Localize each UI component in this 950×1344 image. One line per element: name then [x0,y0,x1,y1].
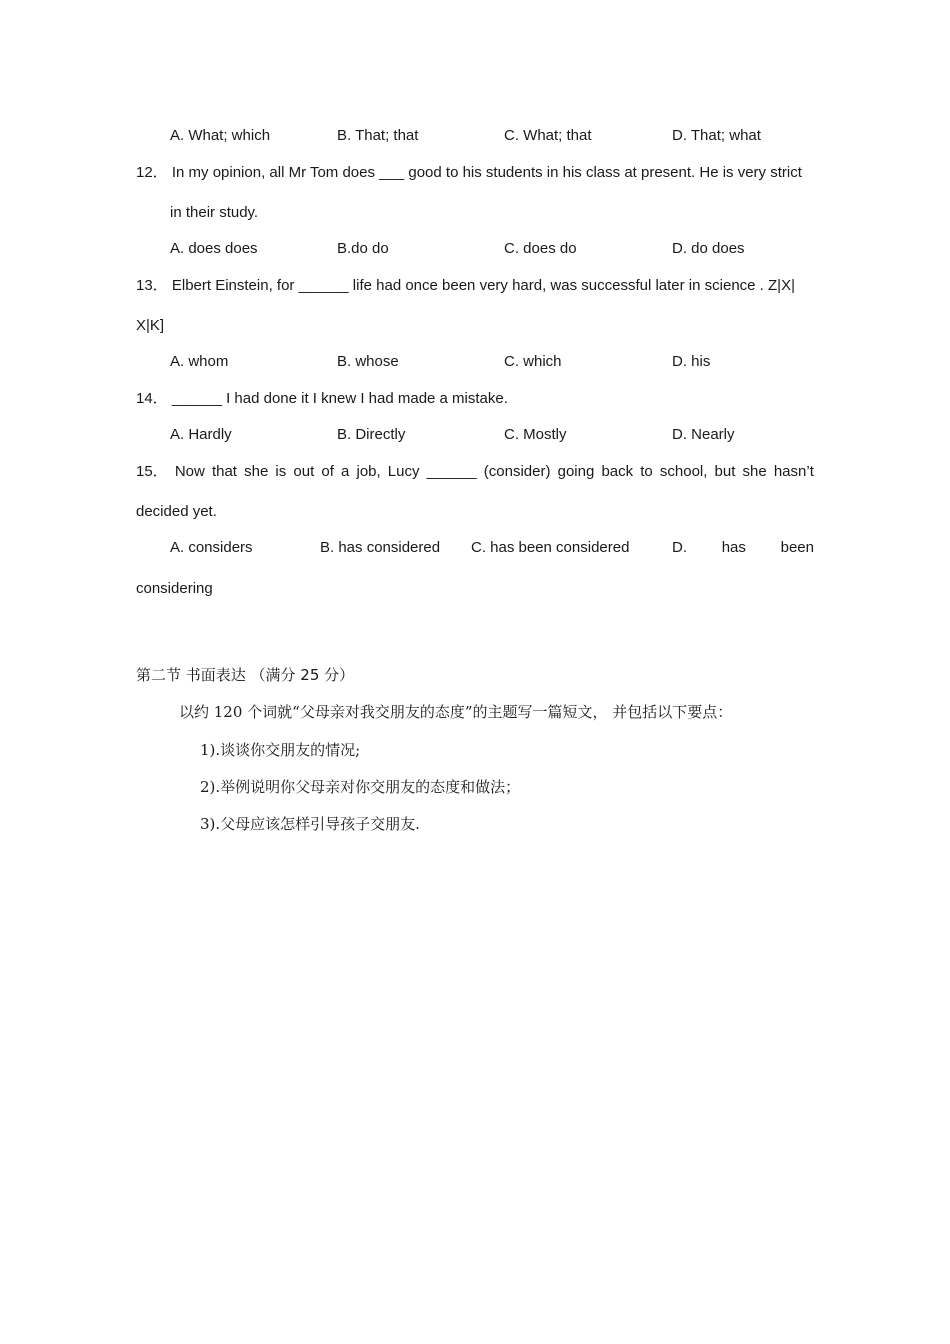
q15-word: ______ [426,463,477,480]
q11-option-c: C. What; that [504,127,592,144]
writing-point-1: 1).谈谈你交朋友的情况; [200,741,361,759]
q15-option-a: A. considers [170,539,253,556]
q12-stem-line2: in their study. [170,204,259,221]
q15-option-d-word: D. [672,539,687,556]
q14-option-c: C. Mostly [504,426,567,443]
q14-option-b: B. Directly [337,426,406,443]
q11-option-d: D. That; what [672,127,761,144]
q15-word: Lucy [387,463,420,480]
q12-option-d: D. do does [672,240,745,257]
q15-word: a [341,463,350,480]
q15-word: going [557,463,595,480]
writing-point-3: 3).父母应该怎样引导孩子交朋友. [200,815,420,833]
q15-option-d [672,538,814,558]
q15-word: to [640,463,653,480]
q14-stem: 14． ______ I had done it I knew I had made a mistake. [136,390,508,407]
q15-stem-line2: decided yet. [136,503,217,520]
q15-word: Now [174,463,205,480]
q15-word: that [211,463,237,480]
q13-option-b: B. whose [337,353,399,370]
q15-option-d-word: has [721,539,746,556]
q15-word: out [293,463,315,480]
q13-stem-line2: X|K] [136,317,165,334]
q12-option-c: C. does do [504,240,577,257]
q13-option-d: D. his [672,353,711,370]
q15-word: (consider) [483,463,551,480]
q15-word: but [714,463,736,480]
q15-word: of [321,463,334,480]
q15-option-c: C. has been considered [471,539,630,556]
q15-word: job, [356,463,381,480]
q15-word: 15． [136,463,168,480]
q15-word: she [244,463,269,480]
q13-stem-line1: 13． Elbert Einstein, for ______ life had once been very hard, was successful later in science . Z|X| [136,277,795,294]
q12-option-b: B.do do [337,240,389,257]
q13-option-c: C. which [504,353,562,370]
q14-option-a: A. Hardly [170,426,232,443]
q12-stem-line1: 12． In my opinion, all Mr Tom does ___ good to his students in his class at present. He is very strict [136,164,802,181]
q15-word: is [275,463,287,480]
q15-stem-line1 [136,462,814,482]
q11-option-b: B. That; that [337,127,419,144]
q14-option-d: D. Nearly [672,426,735,443]
q15-word: she [742,463,767,480]
q13-option-a: A. whom [170,353,229,370]
q11-option-a: A. What; which [170,127,271,144]
q15-word: back [601,463,634,480]
writing-point-2: 2).举例说明你父母亲对你交朋友的态度和做法； [200,778,521,796]
q15-word: hasn’t [773,463,814,480]
q15-option-b: B. has considered [320,539,441,556]
q15-option-d-word: been [780,539,814,556]
section-heading: 第二节 书面表达 （满分 25 分） [136,666,355,684]
q15-option-d-continuation: considering [136,580,213,597]
q12-option-a: A. does does [170,240,258,257]
writing-prompt: 以约 120 个词就“父母亲对我交朋友的态度”的主题写一篇短文， 并包括以下要点： [179,703,733,721]
q15-word: school, [659,463,708,480]
